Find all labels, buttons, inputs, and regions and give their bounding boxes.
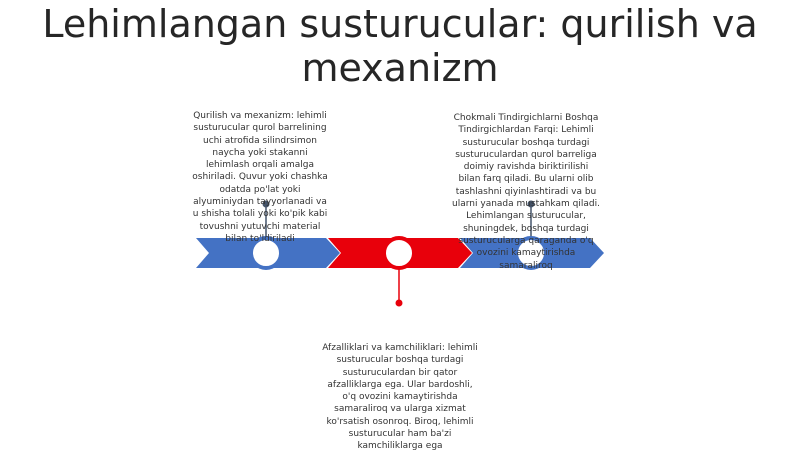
timeline-note-2: Chokmali Tindirgichlarni Boshqa Tindirgichlardan Farqi: Lehimli susturucular boshqa turdagi susturuculardan qurol barreliga doimiy ravishda biriktirilishi bilan farq qiladi. Bu ularni olib tashlashni qiyinlashtiradi va bu ularni yanada mustahkam qiladi. Lehimlangan susturucular, shuningdek, boshqa turdagi susturucularga qaraganda o'q ovozini kamaytirishda samaraliroq [452, 113, 600, 271]
milestone-marker-2 [384, 238, 414, 268]
connector-dot-3 [396, 300, 403, 307]
timeline-note-3: Afzalliklari va kamchiliklari: lehimli susturucular boshqa turdagi susturuculardan bir qator afzalliklarga ega. Ular bardoshli, o'q ovozini kamaytirishda samaraliroq va ularga xizmat ko'rsatish osonroq. Biroq, lehimli susturucular ham ba'zi kamchiliklarga ega [322, 343, 478, 452]
timeline-note-1: Qurilish va mexanizm: lehimli susturucular qurol barrelining uchi atrofida silindrsimon naycha yoki stakanni lehimlash orqali amalga oshiriladi. Quvur yoki chashka odatda po'lat yoki alyuminiydan tayyorlanadi va u shisha tolali yoki ko'pik kabi tovushni yutuvchi material bilan to'ldiriladi [192, 111, 328, 244]
slide-title: Lehimlangan susturucular: qurilish va mexanizm [42, 2, 758, 90]
